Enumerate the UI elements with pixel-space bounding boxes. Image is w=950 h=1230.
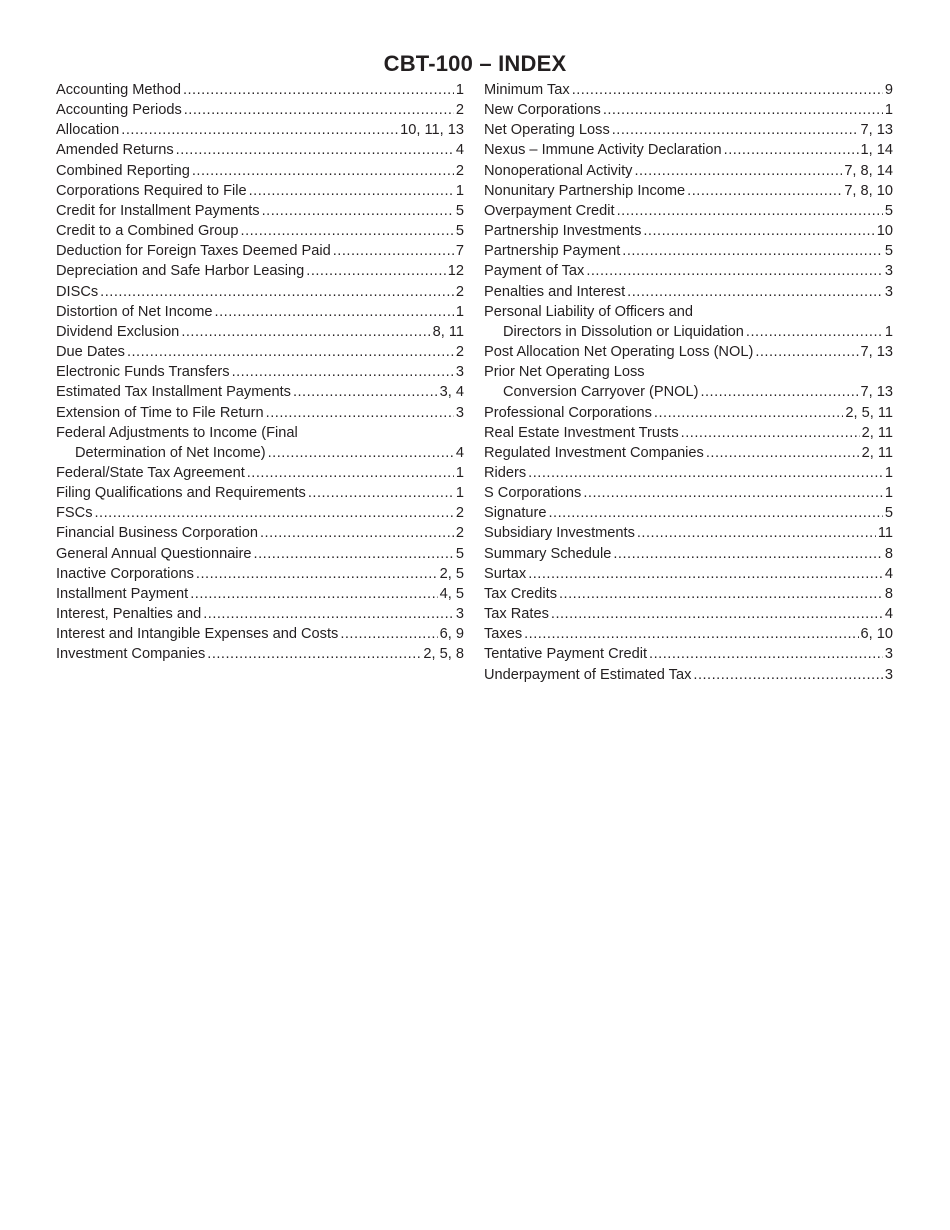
entry-page-numbers: 1: [455, 182, 464, 199]
entry-term: Amended Returns: [56, 142, 174, 159]
entry-page-numbers: 7, 8, 14: [844, 162, 893, 179]
index-entry: [56, 261, 464, 281]
entry-term: Real Estate Investment Trusts: [484, 424, 679, 441]
entry-term: Directors in Dissolution or Liquidation: [503, 323, 744, 340]
index-entry: [56, 423, 464, 463]
dot-leader: [724, 140, 859, 160]
entry-term: FSCs: [56, 505, 93, 522]
entry-term: Regulated Investment Companies: [484, 444, 704, 461]
entry-term: Installment Payment: [56, 585, 189, 602]
entry-term: Electronic Funds Transfers: [56, 364, 230, 381]
dot-leader: [603, 100, 883, 120]
entry-page-numbers: 2: [455, 344, 464, 361]
dot-leader: [184, 100, 454, 120]
index-entry: [56, 322, 464, 342]
entry-term: Determination of Net Income): [75, 444, 266, 461]
dot-leader: [232, 362, 454, 382]
entry-page-numbers: 1: [455, 464, 464, 481]
entry-page-numbers: 7, 13: [860, 344, 893, 361]
index-entry: [484, 523, 893, 543]
index-entry: [484, 443, 893, 463]
entry-term: Subsidiary Investments: [484, 525, 635, 542]
index-entry: [484, 644, 893, 664]
dot-leader: [586, 261, 883, 281]
entry-term: Prior Net Operating Loss: [484, 364, 645, 381]
entry-term: Filing Qualifications and Requirements: [56, 485, 306, 502]
entry-page-numbers: 4: [884, 565, 893, 582]
index-entry: [484, 120, 893, 140]
entry-term: Federal Adjustments to Income (Final: [56, 424, 298, 441]
dot-leader: [207, 644, 421, 664]
dot-leader: [613, 544, 883, 564]
dot-leader: [649, 644, 883, 664]
entry-page-numbers: 2, 5, 11: [845, 404, 893, 421]
dot-leader: [215, 302, 454, 322]
entry-page-numbers: 2, 5, 8: [423, 646, 464, 663]
index-entry: [484, 403, 893, 423]
index-entry: [56, 362, 464, 382]
index-entry: [56, 201, 464, 221]
entry-term: Payment of Tax: [484, 263, 585, 280]
entry-term: Extension of Time to File Return: [56, 404, 264, 421]
index-entry: [484, 483, 893, 503]
entry-term: S Corporations: [484, 485, 582, 502]
dot-leader: [524, 624, 858, 644]
entry-term: Dividend Exclusion: [56, 323, 180, 340]
entry-page-numbers: 6, 10: [860, 626, 893, 643]
entry-term: Tax Credits: [484, 585, 557, 602]
entry-page-numbers: 4: [455, 142, 464, 159]
entry-page-numbers: 2: [455, 525, 464, 542]
index-entry: [484, 161, 893, 181]
index-entry: [484, 100, 893, 120]
dot-leader: [308, 483, 454, 503]
entry-page-numbers: 3: [884, 666, 893, 683]
entry-term: Nonunitary Partnership Income: [484, 182, 686, 199]
dot-leader: [551, 604, 883, 624]
entry-term: Conversion Carryover (PNOL): [503, 384, 699, 401]
entry-page-numbers: 5: [884, 243, 893, 260]
entry-term: Credit for Installment Payments: [56, 202, 260, 219]
entry-term: Tentative Payment Credit: [484, 646, 648, 663]
entry-page-numbers: 1: [455, 303, 464, 320]
index-entry: [56, 140, 464, 160]
entry-term: Tax Rates: [484, 606, 549, 623]
entry-term: Federal/State Tax Agreement: [56, 464, 245, 481]
entry-page-numbers: 3, 4: [439, 384, 464, 401]
index-entry: [56, 503, 464, 523]
dot-leader: [622, 241, 883, 261]
entry-page-numbers: 8: [884, 545, 893, 562]
entry-page-numbers: 2, 11: [861, 424, 893, 441]
index-entry: [484, 564, 893, 584]
dot-leader: [687, 181, 842, 201]
dot-leader: [627, 282, 883, 302]
dot-leader: [262, 201, 454, 221]
entry-page-numbers: 8: [884, 585, 893, 602]
entry-page-numbers: 6, 9: [439, 626, 464, 643]
dot-leader: [559, 584, 883, 604]
index-entry: [484, 423, 893, 443]
entry-term: Nexus – Immune Activity Declaration: [484, 142, 722, 159]
index-entry: [56, 382, 464, 402]
dot-leader: [548, 503, 882, 523]
dot-leader: [637, 523, 876, 543]
dot-leader: [612, 120, 859, 140]
entry-page-numbers: 1: [884, 464, 893, 481]
index-entry: [484, 282, 893, 302]
index-entry: [56, 483, 464, 503]
entry-page-numbers: 5: [455, 223, 464, 240]
page-title: CBT-100 – INDEX: [383, 51, 567, 76]
index-entry: [56, 604, 464, 624]
entry-term: Riders: [484, 464, 527, 481]
index-entry: [56, 584, 464, 604]
entry-page-numbers: 2: [455, 283, 464, 300]
index-entry: [56, 302, 464, 322]
entry-term: Professional Corporations: [484, 404, 652, 421]
dot-leader: [700, 382, 858, 402]
dot-leader: [260, 523, 454, 543]
entry-term: Investment Companies: [56, 646, 206, 663]
entry-page-numbers: 2, 5: [439, 565, 464, 582]
index-entry: [56, 523, 464, 543]
dot-leader: [583, 483, 883, 503]
dot-leader: [241, 221, 454, 241]
dot-leader: [643, 221, 874, 241]
dot-leader: [100, 282, 454, 302]
index-entry: [56, 161, 464, 181]
dot-leader: [176, 140, 454, 160]
entry-term: Taxes: [484, 626, 523, 643]
entry-page-numbers: 3: [884, 646, 893, 663]
entry-term: Underpayment of Estimated Tax: [484, 666, 692, 683]
index-entry: [484, 302, 893, 342]
dot-leader: [634, 161, 842, 181]
index-entry: [484, 362, 893, 402]
entry-page-numbers: 2: [455, 162, 464, 179]
entry-term: Financial Business Corporation: [56, 525, 258, 542]
dot-leader: [121, 120, 398, 140]
entry-page-numbers: 7, 8, 10: [844, 182, 893, 199]
entry-page-numbers: 9: [884, 82, 893, 98]
index-entry: [484, 544, 893, 564]
entry-page-numbers: 1: [455, 82, 464, 98]
dot-leader: [203, 604, 454, 624]
entry-page-numbers: 1: [884, 485, 893, 502]
dot-leader: [94, 503, 453, 523]
entry-page-numbers: 3: [455, 364, 464, 381]
entry-term: DISCs: [56, 283, 99, 300]
entry-term: Credit to a Combined Group: [56, 223, 239, 240]
index-entry: [56, 181, 464, 201]
entry-term: Allocation: [56, 122, 120, 139]
entry-page-numbers: 1: [455, 485, 464, 502]
dot-leader: [293, 382, 438, 402]
entry-term: Interest and Intangible Expenses and Costs: [56, 626, 339, 643]
entry-term: Post Allocation Net Operating Loss (NOL): [484, 344, 754, 361]
entry-term: Surtax: [484, 565, 527, 582]
entry-term: Combined Reporting: [56, 162, 190, 179]
index-entry: [56, 120, 464, 140]
entry-page-numbers: 2: [455, 505, 464, 522]
index-entry: [484, 584, 893, 604]
dot-leader: [528, 564, 883, 584]
dot-leader: [333, 241, 454, 261]
index-entry: [56, 100, 464, 120]
entry-page-numbers: 1: [884, 323, 893, 340]
entry-term: Net Operating Loss: [484, 122, 610, 139]
entry-page-numbers: 2: [455, 102, 464, 119]
index-entry: [56, 241, 464, 261]
dot-leader: [617, 201, 883, 221]
index-entry: [484, 261, 893, 281]
index-entry: [56, 624, 464, 644]
index-entry: [484, 665, 893, 685]
entry-page-numbers: 1: [884, 102, 893, 119]
dot-leader: [681, 423, 860, 443]
dot-leader: [528, 463, 883, 483]
entry-term: Depreciation and Safe Harbor Leasing: [56, 263, 305, 280]
index-entry: [484, 342, 893, 362]
entry-page-numbers: 1, 14: [860, 142, 893, 159]
index-entry: [56, 221, 464, 241]
index-entry: [484, 624, 893, 644]
dot-leader: [249, 181, 454, 201]
dot-leader: [196, 564, 438, 584]
index-entry: [56, 644, 464, 664]
entry-page-numbers: 5: [455, 545, 464, 562]
entry-term: Penalties and Interest: [484, 283, 626, 300]
entry-page-numbers: 12: [447, 263, 464, 280]
index-entry: [56, 80, 464, 100]
index-entry: [56, 403, 464, 423]
index-column-right: [484, 80, 893, 685]
dot-leader: [572, 80, 883, 100]
entry-term: New Corporations: [484, 102, 601, 119]
entry-page-numbers: 4: [884, 606, 893, 623]
index-entry: [484, 463, 893, 483]
dot-leader: [755, 342, 858, 362]
entry-term: Accounting Periods: [56, 102, 182, 119]
dot-leader: [181, 322, 430, 342]
entry-term: Deduction for Foreign Taxes Deemed Paid: [56, 243, 331, 260]
index-entry: [484, 503, 893, 523]
entry-page-numbers: 10, 11, 13: [400, 122, 464, 139]
dot-leader: [306, 261, 446, 281]
dot-leader: [254, 544, 454, 564]
index-entry: [56, 282, 464, 302]
index-entry: [484, 201, 893, 221]
index-entry: [56, 463, 464, 483]
index-entry: [484, 80, 893, 100]
entry-term: Minimum Tax: [484, 82, 570, 98]
index-entry: [56, 342, 464, 362]
dot-leader: [746, 322, 883, 342]
entry-term: General Annual Questionnaire: [56, 545, 252, 562]
index-entry: [56, 564, 464, 584]
dot-leader: [247, 463, 454, 483]
index-entry: [56, 544, 464, 564]
entry-page-numbers: 3: [455, 606, 464, 623]
dot-leader: [127, 342, 454, 362]
index-entry: [484, 140, 893, 160]
entry-page-numbers: 7: [455, 243, 464, 260]
entry-page-numbers: 7, 13: [860, 384, 893, 401]
index-entry: [484, 604, 893, 624]
entry-term: Partnership Investments: [484, 223, 642, 240]
entry-page-numbers: 7, 13: [860, 122, 893, 139]
entry-term: Signature: [484, 505, 547, 522]
entry-term: Partnership Payment: [484, 243, 621, 260]
entry-page-numbers: 4: [455, 444, 464, 461]
entry-term: Inactive Corporations: [56, 565, 194, 582]
dot-leader: [190, 584, 437, 604]
entry-page-numbers: 3: [884, 263, 893, 280]
entry-term: Due Dates: [56, 344, 125, 361]
index-entry: [484, 181, 893, 201]
entry-page-numbers: 2, 11: [861, 444, 893, 461]
dot-leader: [706, 443, 860, 463]
entry-page-numbers: 5: [884, 505, 893, 522]
entry-term: Estimated Tax Installment Payments: [56, 384, 291, 401]
entry-page-numbers: 4, 5: [439, 585, 464, 602]
dot-leader: [192, 161, 454, 181]
entry-page-numbers: 11: [877, 525, 893, 542]
entry-term: Interest, Penalties and: [56, 606, 202, 623]
entry-page-numbers: 8, 11: [432, 323, 464, 340]
entry-term: Corporations Required to File: [56, 182, 247, 199]
entry-term: Distortion of Net Income: [56, 303, 213, 320]
entry-page-numbers: 10: [876, 223, 893, 240]
entry-term: Personal Liability of Officers and: [484, 303, 694, 320]
entry-term: Summary Schedule: [484, 545, 612, 562]
entry-term: Accounting Method: [56, 82, 181, 98]
dot-leader: [268, 443, 454, 463]
entry-term: Overpayment Credit: [484, 202, 615, 219]
index-entry: [484, 241, 893, 261]
dot-leader: [654, 403, 843, 423]
dot-leader: [693, 665, 882, 685]
entry-page-numbers: 5: [884, 202, 893, 219]
index-column-left: [56, 80, 464, 665]
entry-page-numbers: 3: [455, 404, 464, 421]
entry-page-numbers: 5: [455, 202, 464, 219]
index-entry: [484, 221, 893, 241]
dot-leader: [266, 403, 454, 423]
entry-term: Nonoperational Activity: [484, 162, 633, 179]
dot-leader: [183, 80, 454, 100]
dot-leader: [340, 624, 437, 644]
entry-page-numbers: 3: [884, 283, 893, 300]
